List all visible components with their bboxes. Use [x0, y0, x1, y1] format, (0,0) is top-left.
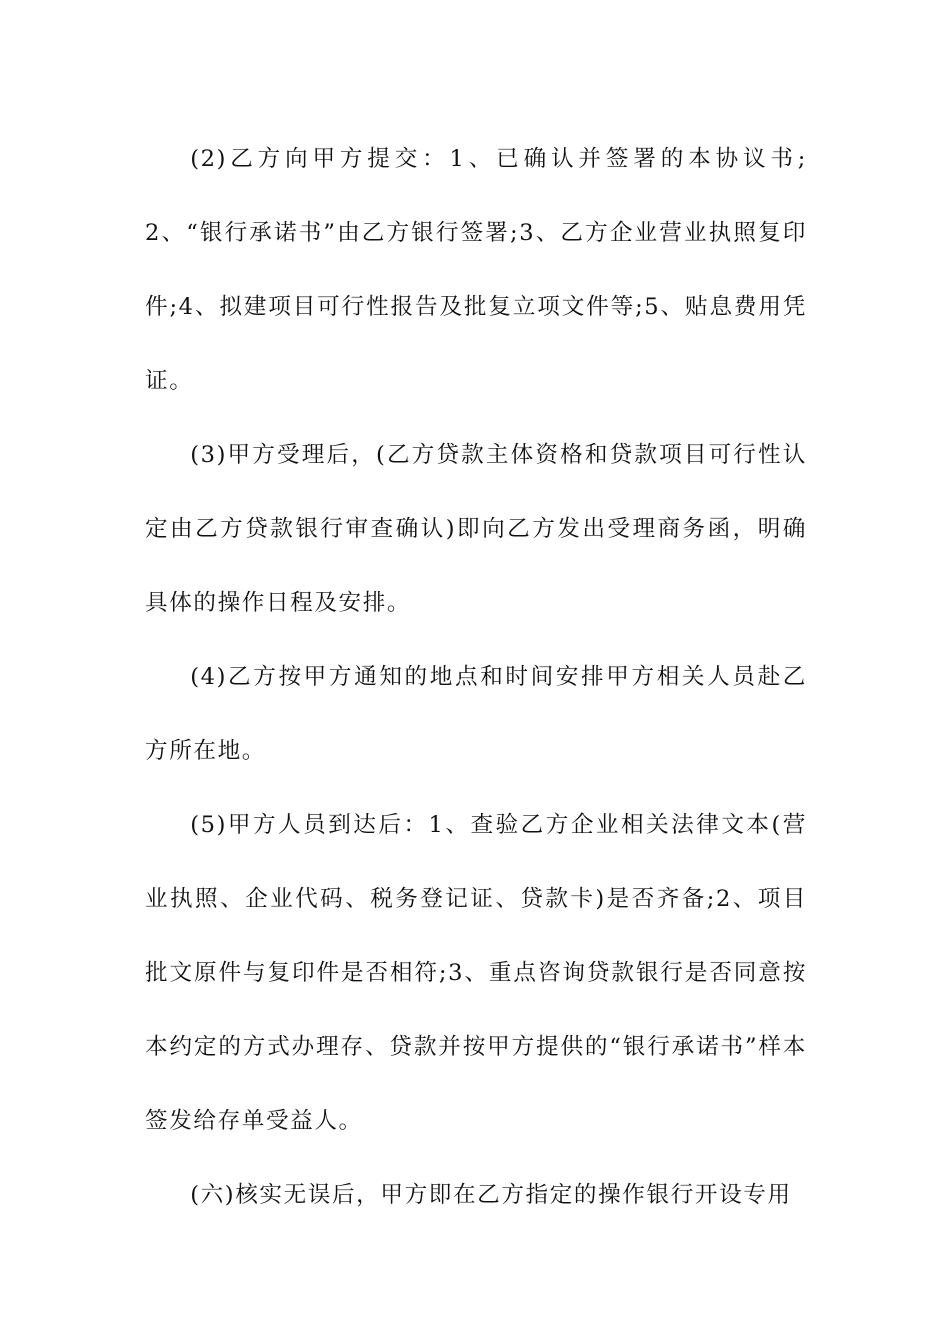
paragraph-6: (六)核实无误后，甲方即在乙方指定的操作银行开设专用: [190, 1182, 792, 1208]
paragraph-5: (5)甲方人员到达后：1、查验乙方企业相关法律文本(营业执照、企业代码、税务登记证、贷款卡)是否齐备;2、项目批文原件与复印件是否相符;3、重点咨询贷款银行是否同意按本约定的方式办理存、贷款并按甲方提供的“银行承诺书”样本签发给存单受益人。: [145, 812, 807, 1134]
paragraph-4: (4)乙方按甲方通知的地点和时间安排甲方相关人员赴乙方所在地。: [145, 664, 807, 764]
document-body: [145, 122, 807, 1232]
paragraph-3: (3)甲方受理后，(乙方贷款主体资格和贷款项目可行性认定由乙方贷款银行审查确认)即向乙方发出受理商务函，明确具体的操作日程及安排。: [145, 442, 807, 616]
paragraph-2: (2)乙方向甲方提交：1、已确认并签署的本协议书;2、“银行承诺书”由乙方银行签署;3、乙方企业营业执照复印件;4、拟建项目可行性报告及批复立项文件等;5、贴息费用凭证。: [145, 146, 807, 394]
